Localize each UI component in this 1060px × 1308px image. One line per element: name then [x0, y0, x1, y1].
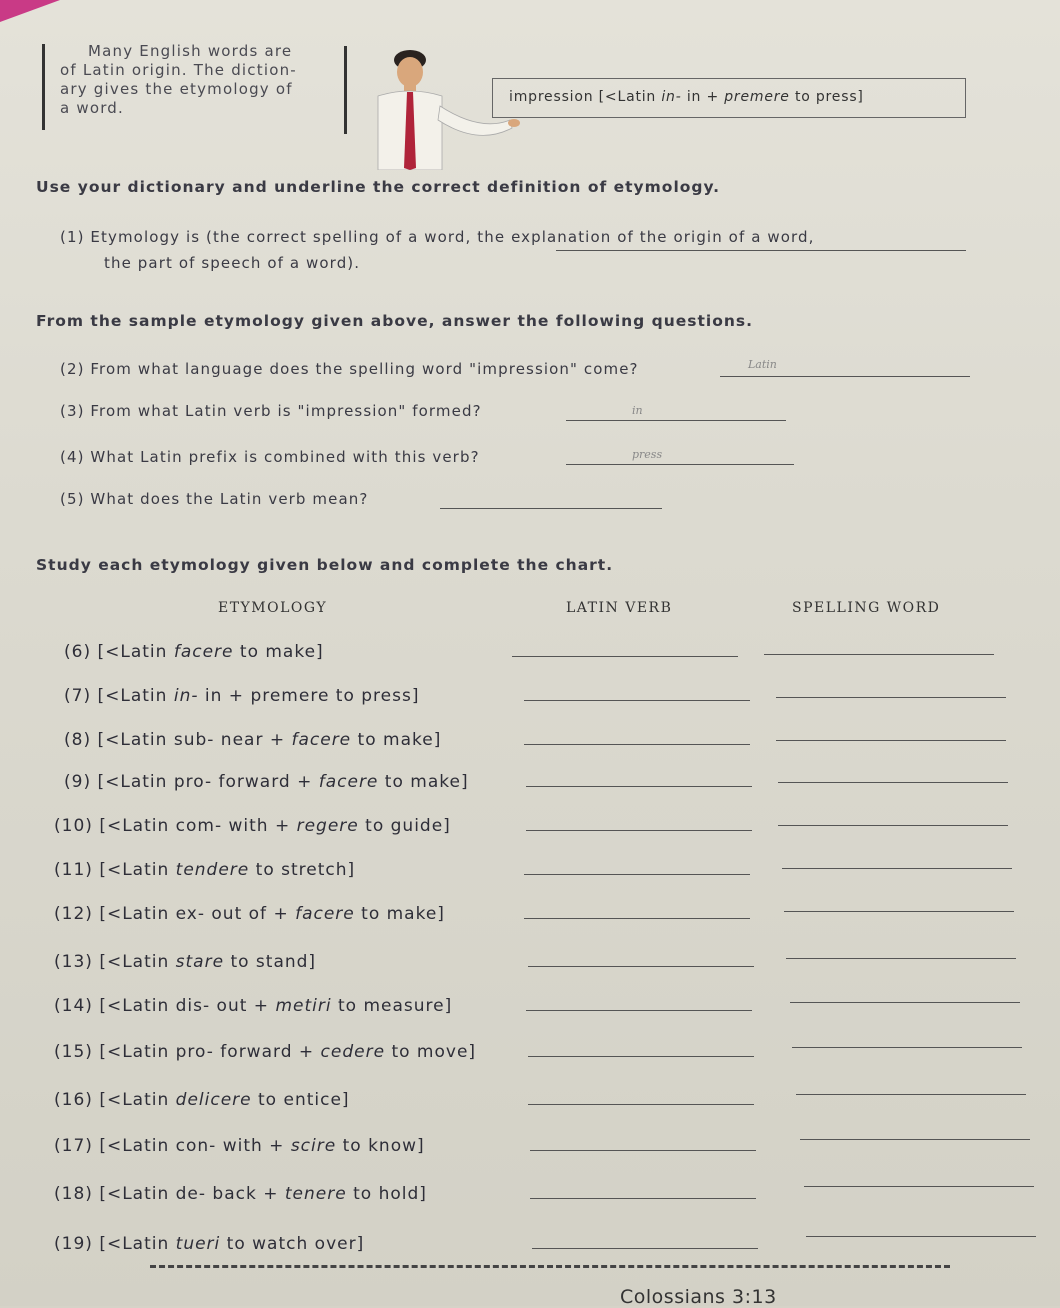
chart-row-etymology: [54, 816, 451, 836]
row-number: (14): [54, 996, 93, 1016]
teacher-head: [397, 57, 423, 87]
spelling-word-answer-line[interactable]: [782, 868, 1012, 869]
latin-verb-answer-line[interactable]: [524, 744, 750, 745]
row-etymology-pre: [<Latin: [99, 952, 176, 972]
row-etymology-latin: tenere: [284, 1184, 347, 1204]
example-rest: in +: [681, 89, 725, 105]
row-etymology-pre: [<Latin ex- out of +: [99, 904, 296, 924]
latin-verb-answer-line[interactable]: [526, 786, 752, 787]
spelling-word-answer-line[interactable]: [806, 1236, 1036, 1237]
row-etymology-post: to make]: [354, 904, 445, 924]
row-etymology-post: to stand]: [224, 952, 317, 972]
row-etymology-pre: [<Latin com- with +: [99, 816, 297, 836]
latin-verb-answer-line[interactable]: [528, 1056, 754, 1057]
q5-text: (5) What does the Latin verb mean?: [60, 490, 369, 508]
row-etymology-post: to make]: [351, 730, 442, 750]
row-number: (17): [54, 1136, 93, 1156]
row-etymology-latin: metiri: [275, 996, 332, 1016]
spelling-word-answer-line[interactable]: [786, 958, 1016, 959]
q4-answer: press: [632, 448, 663, 461]
latin-verb-answer-line[interactable]: [528, 966, 754, 967]
row-number: (16): [54, 1090, 93, 1110]
q1-underline: [556, 250, 966, 251]
latin-verb-answer-line[interactable]: [526, 830, 752, 831]
latin-verb-answer-line[interactable]: [530, 1198, 756, 1199]
footer-verse: Colossians 3:13: [620, 1286, 777, 1308]
q4-text: (4) What Latin prefix is combined with this verb?: [60, 448, 480, 466]
chart-header-etymology: ETYMOLOGY: [218, 600, 328, 616]
spelling-word-answer-line[interactable]: [796, 1094, 1026, 1095]
row-etymology-post: to know]: [336, 1136, 425, 1156]
chart-row-etymology: [64, 642, 324, 662]
row-etymology-latin: in-: [173, 686, 199, 706]
q1-line2[interactable]: the part of speech of a word).: [104, 254, 361, 272]
q2-answer: Latin: [748, 358, 777, 371]
chart-row-etymology: [54, 860, 355, 880]
intro-text: [60, 42, 340, 118]
row-etymology-pre: [<Latin: [99, 1090, 176, 1110]
teacher-hand: [508, 119, 520, 127]
intro-line: ary gives the etymology of: [60, 80, 293, 98]
spelling-word-answer-line[interactable]: [804, 1186, 1034, 1187]
example-prefix: in-: [661, 89, 682, 105]
row-etymology-pre: [<Latin: [99, 1234, 176, 1254]
row-number: (7): [64, 686, 92, 706]
example-word: impression: [509, 89, 594, 105]
row-number: (6): [64, 642, 92, 662]
row-number: (19): [54, 1234, 93, 1254]
spelling-word-answer-line[interactable]: [764, 654, 994, 655]
row-etymology-pre: [<Latin con- with +: [99, 1136, 291, 1156]
q1-line1[interactable]: (1) Etymology is (the correct spelling of a word, the explanation of the origin of a word,: [60, 228, 815, 246]
chart-row-etymology: [64, 730, 441, 750]
q4-answer-line[interactable]: [566, 464, 794, 465]
example-verb: premere: [724, 89, 790, 105]
latin-verb-answer-line[interactable]: [528, 1104, 754, 1105]
row-etymology-latin: regere: [296, 816, 359, 836]
chart-header-latin-verb: LATIN VERB: [566, 600, 673, 616]
row-etymology-post: to watch over]: [220, 1234, 365, 1254]
row-number: (10): [54, 816, 93, 836]
intro-line: a word.: [60, 99, 124, 117]
q3-text: (3) From what Latin verb is "impression" formed?: [60, 402, 482, 420]
row-etymology-post: to make]: [233, 642, 324, 662]
row-etymology-latin: delicere: [175, 1090, 252, 1110]
instruction-underline: Use your dictionary and underline the correct definition of etymology.: [36, 178, 721, 196]
row-etymology-latin: facere: [295, 904, 355, 924]
q5-answer-line[interactable]: [440, 508, 662, 509]
q3-answer-line[interactable]: [566, 420, 786, 421]
example-etymology-box: [492, 78, 966, 118]
chart-row-etymology: [54, 1090, 350, 1110]
chart-row-etymology: [54, 1234, 364, 1254]
row-etymology-pre: [<Latin dis- out +: [99, 996, 276, 1016]
spelling-word-answer-line[interactable]: [776, 740, 1006, 741]
instruction-chart: Study each etymology given below and complete the chart.: [36, 556, 614, 574]
row-number: (15): [54, 1042, 93, 1062]
row-etymology-post: to stretch]: [249, 860, 356, 880]
q2-text: (2) From what language does the spelling word "impression" come?: [60, 360, 639, 378]
q2-answer-line[interactable]: [720, 376, 970, 377]
spelling-word-answer-line[interactable]: [776, 697, 1006, 698]
intro-line: of Latin origin. The diction-: [60, 61, 297, 79]
row-number: (8): [64, 730, 92, 750]
chart-row-etymology: [54, 1184, 427, 1204]
example-meaning: to press]: [789, 89, 864, 105]
row-number: (11): [54, 860, 93, 880]
spelling-word-answer-line[interactable]: [800, 1139, 1030, 1140]
row-number: (13): [54, 952, 93, 972]
intro-line: Many English words are: [88, 42, 293, 60]
row-etymology-latin: facere: [318, 772, 379, 792]
chart-row-etymology: [54, 1042, 476, 1062]
row-etymology-post: to make]: [378, 772, 469, 792]
row-etymology-latin: cedere: [320, 1042, 386, 1062]
chart-row-etymology: [64, 686, 419, 706]
row-etymology-post: to guide]: [358, 816, 451, 836]
row-etymology-post: to hold]: [346, 1184, 427, 1204]
row-etymology-latin: tendere: [175, 860, 250, 880]
divider-dashed: [150, 1265, 950, 1268]
row-etymology-pre: [<Latin sub- near +: [97, 730, 292, 750]
row-etymology-pre: [<Latin: [97, 642, 174, 662]
row-etymology-latin: scire: [290, 1136, 337, 1156]
chart-header-spelling-word: SPELLING WORD: [792, 600, 941, 616]
chart-row-etymology: [54, 904, 445, 924]
spelling-word-answer-line[interactable]: [784, 911, 1014, 912]
chart-row-etymology: [54, 1136, 425, 1156]
row-number: (9): [64, 772, 92, 792]
row-etymology-pre: [<Latin pro- forward +: [97, 772, 319, 792]
row-number: (12): [54, 904, 93, 924]
row-etymology-latin: tueri: [175, 1234, 221, 1254]
spelling-word-answer-line[interactable]: [778, 782, 1008, 783]
row-etymology-latin: facere: [291, 730, 352, 750]
latin-verb-answer-line[interactable]: [530, 1150, 756, 1151]
instruction-answer: From the sample etymology given above, answer the following questions.: [36, 312, 754, 330]
latin-verb-answer-line[interactable]: [524, 700, 750, 701]
row-number: (18): [54, 1184, 93, 1204]
row-etymology-latin: stare: [175, 952, 225, 972]
row-etymology-pre: [<Latin de- back +: [99, 1184, 285, 1204]
row-etymology-post: to entice]: [251, 1090, 350, 1110]
latin-verb-answer-line[interactable]: [524, 918, 750, 919]
latin-verb-answer-line[interactable]: [524, 874, 750, 875]
chart-row-etymology: [54, 996, 452, 1016]
row-etymology-pre: [<Latin: [97, 686, 174, 706]
spelling-word-answer-line[interactable]: [790, 1002, 1020, 1003]
q3-answer: in: [632, 404, 643, 417]
intro-bracket-right: [344, 46, 347, 134]
example-bracket: [<Latin: [598, 89, 662, 105]
spelling-word-answer-line[interactable]: [778, 825, 1008, 826]
intro-bracket-left: [42, 44, 45, 130]
chart-row-etymology: [54, 952, 316, 972]
corner-decoration: [0, 0, 60, 22]
latin-verb-answer-line[interactable]: [526, 1010, 752, 1011]
latin-verb-answer-line[interactable]: [532, 1248, 758, 1249]
chart-row-etymology: [64, 772, 469, 792]
row-etymology-post: to move]: [385, 1042, 477, 1062]
row-etymology-post: in + premere to press]: [198, 686, 420, 706]
row-etymology-pre: [<Latin pro- forward +: [99, 1042, 321, 1062]
latin-verb-answer-line[interactable]: [512, 656, 738, 657]
row-etymology-latin: facere: [173, 642, 234, 662]
row-etymology-post: to measure]: [331, 996, 453, 1016]
spelling-word-answer-line[interactable]: [792, 1047, 1022, 1048]
row-etymology-pre: [<Latin: [99, 860, 176, 880]
